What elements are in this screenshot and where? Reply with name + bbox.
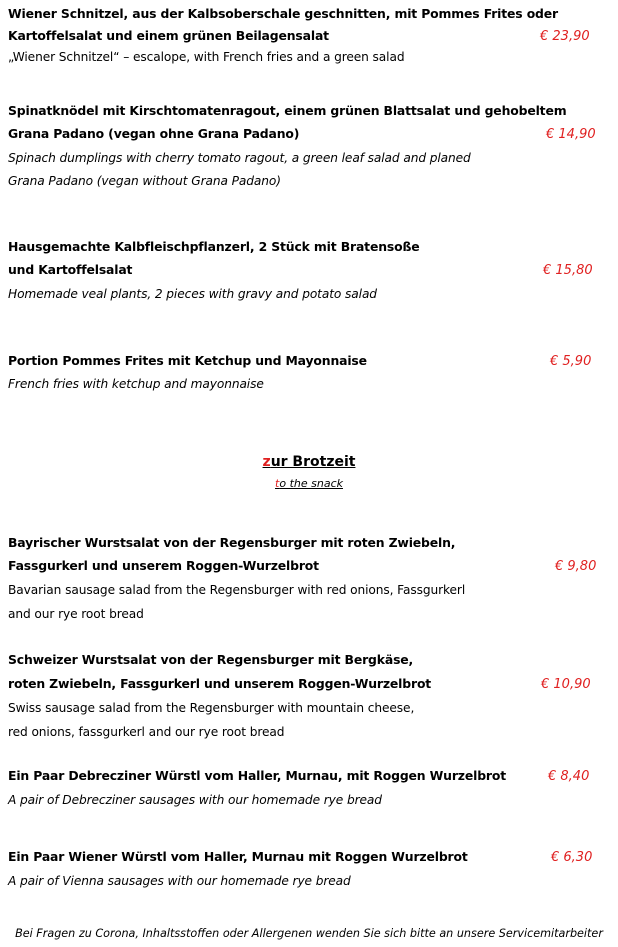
item-price: € 8,40 — [548, 769, 590, 784]
item-translation: French fries with ketchup and mayonnaise — [8, 377, 264, 391]
section-title-rest: ur Brotzeit — [270, 454, 356, 470]
item-translation: and our rye root bread — [8, 607, 144, 621]
item-price: € 14,90 — [546, 127, 596, 142]
item-name-line: Schweizer Wurstsalat von der Regensburger mit Bergkäse, — [8, 652, 414, 667]
item-name-line: roten Zwiebeln, Fassgurkerl und unserem Roggen-Wurzelbrot — [8, 676, 432, 691]
item-name-line: Kartoffelsalat und einem grünen Beilagensalat — [8, 28, 329, 43]
item-translation: Bavarian sausage salad from the Regensburger with red onions, Fassgurkerl — [8, 583, 466, 597]
item-translation: Homemade veal plants, 2 pieces with gravy and potato salad — [8, 287, 377, 301]
item-name-line: Ein Paar Debrecziner Würstl vom Haller, Murnau, mit Roggen Wurzelbrot — [8, 768, 507, 783]
item-name-line: Bayrischer Wurstsalat von der Regensburger mit roten Zwiebeln, — [8, 535, 456, 550]
section-title-initial: z — [262, 454, 271, 470]
item-name-line: Wiener Schnitzel, aus der Kalbsoberschale geschnitten, mit Pommes Frites oder — [8, 6, 558, 21]
item-price: € 15,80 — [543, 263, 593, 278]
item-translation: A pair of Vienna sausages with our homemade rye bread — [8, 874, 351, 888]
section-title — [0, 455, 618, 469]
item-price: € 5,90 — [550, 354, 592, 369]
item-translation: Grana Padano (vegan without Grana Padano) — [8, 174, 281, 188]
allergen-notice: Bei Fragen zu Corona, Inhaltsstoffen oder Allergenen wenden Sie sich bitte an unsere Servicemitarbeiter — [15, 927, 603, 940]
item-name-line: und Kartoffelsalat — [8, 262, 133, 277]
item-name-line: Grana Padano (vegan ohne Grana Padano) — [8, 126, 300, 141]
item-name-line: Hausgemachte Kalbfleischpflanzerl, 2 Stück mit Bratensoße — [8, 239, 420, 254]
item-name-line: Fassgurkerl und unserem Roggen-Wurzelbrot — [8, 558, 319, 573]
section-subtitle — [0, 478, 618, 489]
item-price: € 9,80 — [555, 559, 597, 574]
item-price: € 10,90 — [541, 677, 591, 692]
section-subtitle-rest: o the snack — [279, 477, 343, 490]
item-translation: red onions, fassgurkerl and our rye root bread — [8, 725, 285, 739]
item-translation: „Wiener Schnitzel“ – escalope, with French fries and a green salad — [8, 50, 405, 64]
section-subtitle-initial: t — [275, 477, 280, 490]
item-price: € 6,30 — [551, 850, 593, 865]
item-translation: Spinach dumplings with cherry tomato ragout, a green leaf salad and planed — [8, 151, 471, 165]
item-price: € 23,90 — [540, 29, 590, 44]
item-translation: Swiss sausage salad from the Regensburger with mountain cheese, — [8, 701, 415, 715]
item-translation: A pair of Debrecziner sausages with our homemade rye bread — [8, 793, 382, 807]
item-name-line: Ein Paar Wiener Würstl vom Haller, Murnau mit Roggen Wurzelbrot — [8, 849, 468, 864]
item-name-line: Spinatknödel mit Kirschtomatenragout, einem grünen Blattsalat und gehobeltem — [8, 103, 567, 118]
item-name-line: Portion Pommes Frites mit Ketchup und Mayonnaise — [8, 353, 367, 368]
